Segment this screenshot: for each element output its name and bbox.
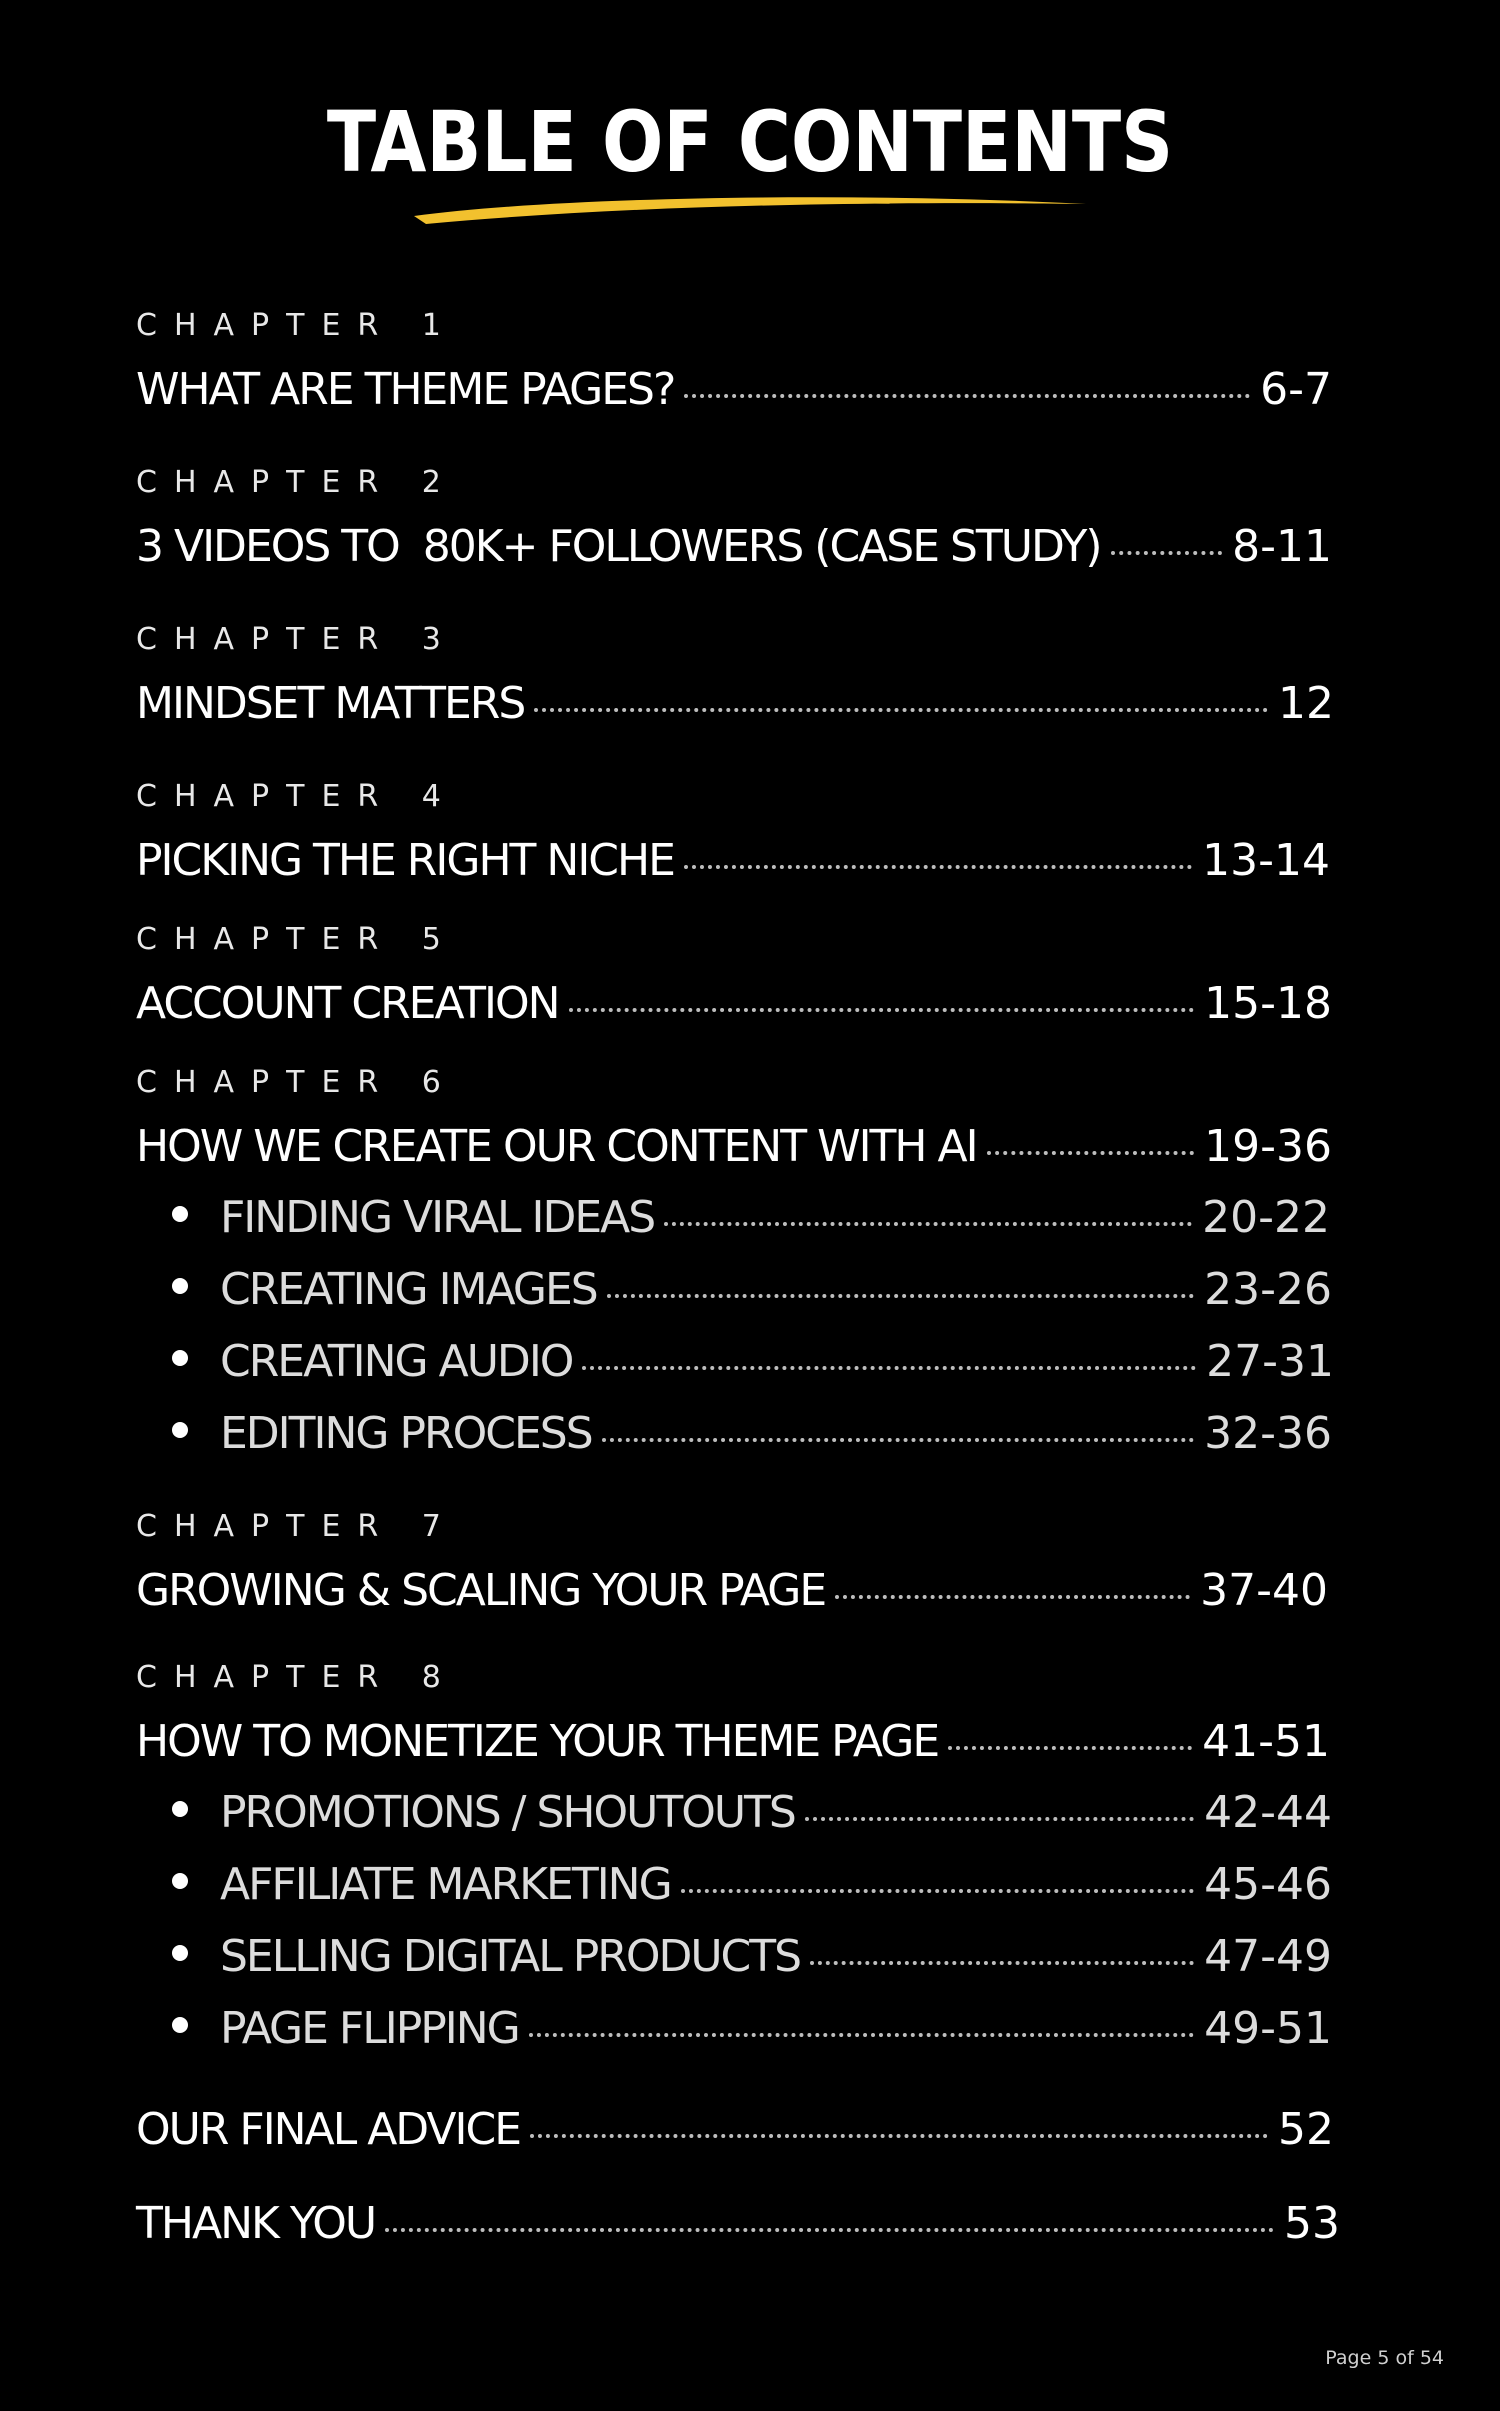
toc-subentry[interactable]: [136, 1785, 1332, 1841]
toc-subentry[interactable]: [136, 1929, 1332, 1985]
dot-leader: [805, 1817, 1194, 1821]
toc-subentry[interactable]: [136, 1406, 1332, 1462]
dot-leader: [987, 1151, 1195, 1155]
chapter-label: CHAPTER 8: [136, 1660, 458, 1695]
subentry-title: SELLING DIGITAL PRODUCTS: [220, 1931, 801, 1982]
chapter-label: CHAPTER 6: [136, 1065, 458, 1100]
entry-title: WHAT ARE THEME PAGES?: [136, 364, 675, 415]
chapter-label: CHAPTER 7: [136, 1509, 458, 1544]
bullet-icon: [172, 1801, 188, 1817]
subentry-pages: 47-49: [1204, 1931, 1332, 1982]
page-title: TABLE OF CONTENTS: [326, 93, 1174, 191]
subentry-pages: 32-36: [1204, 1408, 1332, 1459]
bullet-icon: [172, 1278, 188, 1294]
dot-leader: [948, 1746, 1192, 1750]
bullet-icon: [172, 1945, 188, 1961]
entry-title: MINDSET MATTERS: [136, 678, 525, 729]
subentry-title: CREATING AUDIO: [220, 1336, 573, 1387]
toc-entry-chapter-8[interactable]: [136, 1714, 1330, 1770]
dot-leader: [530, 2134, 1268, 2138]
entry-title: PICKING THE RIGHT NICHE: [136, 835, 674, 886]
bullet-icon: [172, 1206, 188, 1222]
toc-entry-chapter-3[interactable]: [136, 676, 1334, 732]
toc-entry-chapter-7[interactable]: [136, 1563, 1328, 1619]
subentry-pages: 42-44: [1204, 1787, 1332, 1838]
dot-leader: [607, 1294, 1194, 1298]
subentry-pages: 23-26: [1204, 1264, 1332, 1315]
chapter-label: CHAPTER 5: [136, 922, 458, 957]
dot-leader: [684, 865, 1192, 869]
toc-entry-thank-you[interactable]: [136, 2196, 1340, 2252]
bullet-icon: [172, 2017, 188, 2033]
toc-entry-final-advice[interactable]: [136, 2102, 1334, 2158]
entry-pages: 53: [1284, 2198, 1340, 2249]
toc-subentry[interactable]: [136, 2001, 1332, 2057]
entry-pages: 52: [1278, 2104, 1334, 2155]
entry-pages: 6-7: [1260, 364, 1332, 415]
bullet-icon: [172, 1422, 188, 1438]
subentry-title: CREATING IMAGES: [220, 1264, 597, 1315]
chapter-label: CHAPTER 3: [136, 622, 458, 657]
dot-leader: [582, 1366, 1196, 1370]
toc-entry-chapter-4[interactable]: [136, 833, 1330, 889]
entry-pages: 37-40: [1200, 1565, 1328, 1616]
dot-leader: [385, 2228, 1274, 2232]
dot-leader: [569, 1008, 1195, 1012]
subentry-title: AFFILIATE MARKETING: [220, 1859, 671, 1910]
chapter-label: CHAPTER 1: [136, 308, 458, 343]
toc-subentry[interactable]: [136, 1857, 1332, 1913]
entry-title: ACCOUNT CREATION: [136, 978, 559, 1029]
bullet-icon: [172, 1873, 188, 1889]
entry-title: THANK YOU: [136, 2198, 376, 2249]
toc-entry-chapter-5[interactable]: [136, 976, 1332, 1032]
toc-entry-chapter-2[interactable]: [136, 519, 1332, 575]
dot-leader: [534, 708, 1268, 712]
entry-pages: 19-36: [1204, 1121, 1332, 1172]
dot-leader: [810, 1961, 1194, 1965]
entry-pages: 13-14: [1202, 835, 1330, 886]
chapter-label: CHAPTER 2: [136, 465, 458, 500]
entry-title: OUR FINAL ADVICE: [136, 2104, 521, 2155]
dot-leader: [1111, 551, 1223, 555]
entry-title: HOW TO MONETIZE YOUR THEME PAGE: [136, 1716, 939, 1767]
chapter-label: CHAPTER 4: [136, 779, 458, 814]
entry-title: 3 VIDEOS TO 80K+ FOLLOWERS (CASE STUDY): [136, 521, 1101, 572]
toc-subentry[interactable]: [136, 1190, 1330, 1246]
entry-pages: 41-51: [1202, 1716, 1330, 1767]
entry-title: HOW WE CREATE OUR CONTENT WITH AI: [136, 1121, 977, 1172]
dot-leader: [835, 1595, 1190, 1599]
toc-subentry[interactable]: [136, 1334, 1334, 1390]
title-underline-stroke: [412, 190, 1088, 230]
dot-leader: [664, 1222, 1192, 1226]
subentry-pages: 27-31: [1206, 1336, 1334, 1387]
dot-leader: [681, 1889, 1194, 1893]
page-number: Page 5 of 54: [1325, 2347, 1444, 2369]
entry-pages: 12: [1278, 678, 1334, 729]
subentry-title: EDITING PROCESS: [220, 1408, 592, 1459]
subentry-pages: 49-51: [1204, 2003, 1332, 2054]
subentry-title: PROMOTIONS / SHOUTOUTS: [220, 1787, 795, 1838]
entry-pages: 8-11: [1232, 521, 1332, 572]
entry-title: GROWING & SCALING YOUR PAGE: [136, 1565, 826, 1616]
dot-leader: [529, 2033, 1194, 2037]
toc-entry-chapter-6[interactable]: [136, 1119, 1332, 1175]
entry-pages: 15-18: [1204, 978, 1332, 1029]
toc-subentry[interactable]: [136, 1262, 1332, 1318]
subentry-pages: 45-46: [1204, 1859, 1332, 1910]
dot-leader: [602, 1438, 1195, 1442]
subentry-title: FINDING VIRAL IDEAS: [220, 1192, 655, 1243]
subentry-title: PAGE FLIPPING: [220, 2003, 519, 2054]
bullet-icon: [172, 1350, 188, 1366]
dot-leader: [684, 394, 1250, 398]
subentry-pages: 20-22: [1202, 1192, 1330, 1243]
toc-entry-chapter-1[interactable]: [136, 362, 1332, 418]
